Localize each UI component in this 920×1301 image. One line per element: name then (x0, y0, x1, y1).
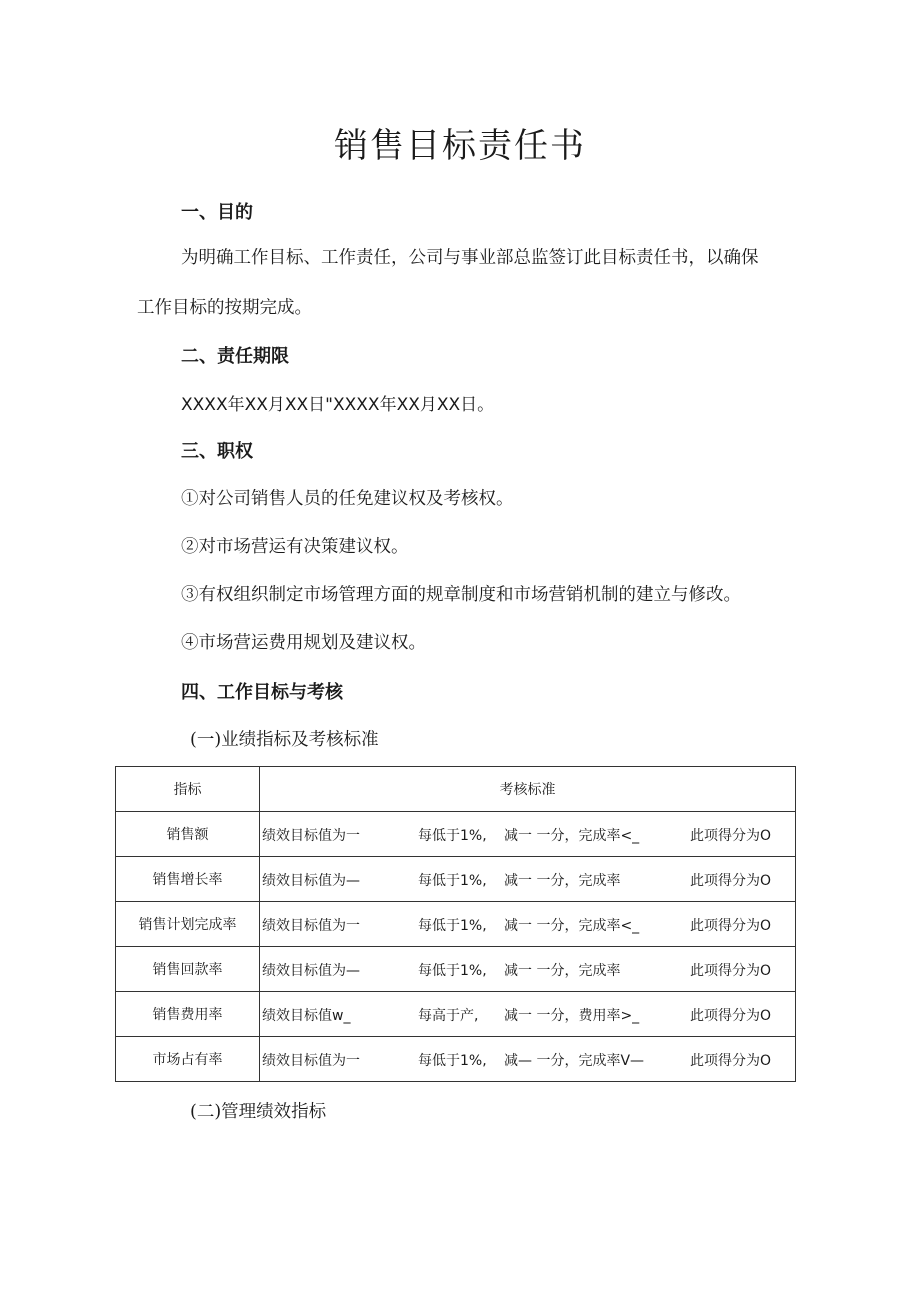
table-row (116, 947, 796, 992)
table-row (116, 812, 796, 857)
authority-item: ①对公司销售人员的任免建议权及考核权。 (181, 489, 514, 509)
criteria-threshold: 每高于产, (418, 1008, 479, 1024)
subsection-performance-indicators: (一)业绩指标及考核标准 (190, 730, 379, 750)
criteria-deduction: 减一 一分，费用率>_ (504, 1008, 640, 1024)
indicator-cell: 市场占有率 (116, 1037, 260, 1082)
authority-item: ③有权组织制定市场管理方面的规章制度和市场营销机制的建立与修改。 (181, 585, 741, 605)
assessment-table (115, 766, 796, 1082)
purpose-paragraph-line2: 工作目标的按期完成。 (137, 298, 312, 318)
indicator-cell: 销售增长率 (116, 857, 260, 902)
criteria-cell (260, 1037, 796, 1082)
indicator-cell: 销售回款率 (116, 947, 260, 992)
criteria-cell (260, 947, 796, 992)
purpose-paragraph-line1: 为明确工作目标、工作责任，公司与事业部总监签订此目标责任书，以确保 (181, 248, 759, 268)
indicator-cell: 销售费用率 (116, 992, 260, 1037)
section-heading-purpose: 一、目的 (181, 202, 253, 223)
table-header-row (116, 767, 796, 812)
criteria-score: 此项得分为O (690, 963, 772, 979)
authority-item: ④市场营运费用规划及建议权。 (181, 633, 426, 653)
criteria-cell (260, 812, 796, 857)
header-indicator: 指标 (116, 767, 260, 812)
criteria-target: 绩效目标值w_ (262, 1008, 351, 1024)
table-row (116, 992, 796, 1037)
indicator-cell: 销售额 (116, 812, 260, 857)
section-heading-term: 二、责任期限 (181, 346, 289, 367)
header-criteria: 考核标准 (260, 767, 796, 812)
criteria-threshold: 每低于1%, (418, 1053, 487, 1069)
criteria-deduction: 减一 一分，完成率 (504, 963, 621, 979)
criteria-target: 绩效目标值为— (262, 963, 360, 979)
criteria-score: 此项得分为O (690, 1053, 772, 1069)
criteria-deduction: 减一 一分，完成率<_ (504, 918, 640, 934)
criteria-score: 此项得分为O (690, 873, 772, 889)
criteria-target: 绩效目标值为一 (262, 828, 360, 844)
section-heading-authority: 三、职权 (181, 441, 253, 462)
authority-item: ②对市场营运有决策建议权。 (181, 537, 409, 557)
criteria-deduction: 减— 一分，完成率V— (504, 1053, 645, 1069)
criteria-threshold: 每低于1%, (418, 963, 487, 979)
criteria-cell (260, 992, 796, 1037)
criteria-threshold: 每低于1%, (418, 873, 487, 889)
document-title: 销售目标责任书 (334, 126, 586, 166)
table-row (116, 1037, 796, 1082)
criteria-deduction: 减一 一分，完成率<_ (504, 828, 640, 844)
indicator-cell: 销售计划完成率 (116, 902, 260, 947)
section-heading-goals: 四、工作目标与考核 (181, 682, 343, 703)
subsection-management-indicators: (二)管理绩效指标 (190, 1102, 327, 1122)
term-paragraph: XXXX年XX月XX日"XXXX年XX月XX日。 (181, 395, 495, 415)
criteria-threshold: 每低于1%, (418, 918, 487, 934)
criteria-target: 绩效目标值为— (262, 873, 360, 889)
criteria-score: 此项得分为O (690, 828, 772, 844)
criteria-threshold: 每低于1%, (418, 828, 487, 844)
criteria-score: 此项得分为O (690, 918, 772, 934)
table-row (116, 902, 796, 947)
table-row (116, 857, 796, 902)
criteria-target: 绩效目标值为一 (262, 918, 360, 934)
criteria-cell (260, 902, 796, 947)
criteria-target: 绩效目标值为一 (262, 1053, 360, 1069)
criteria-cell (260, 857, 796, 902)
criteria-deduction: 减一 一分，完成率 (504, 873, 621, 889)
criteria-score: 此项得分为O (690, 1008, 772, 1024)
